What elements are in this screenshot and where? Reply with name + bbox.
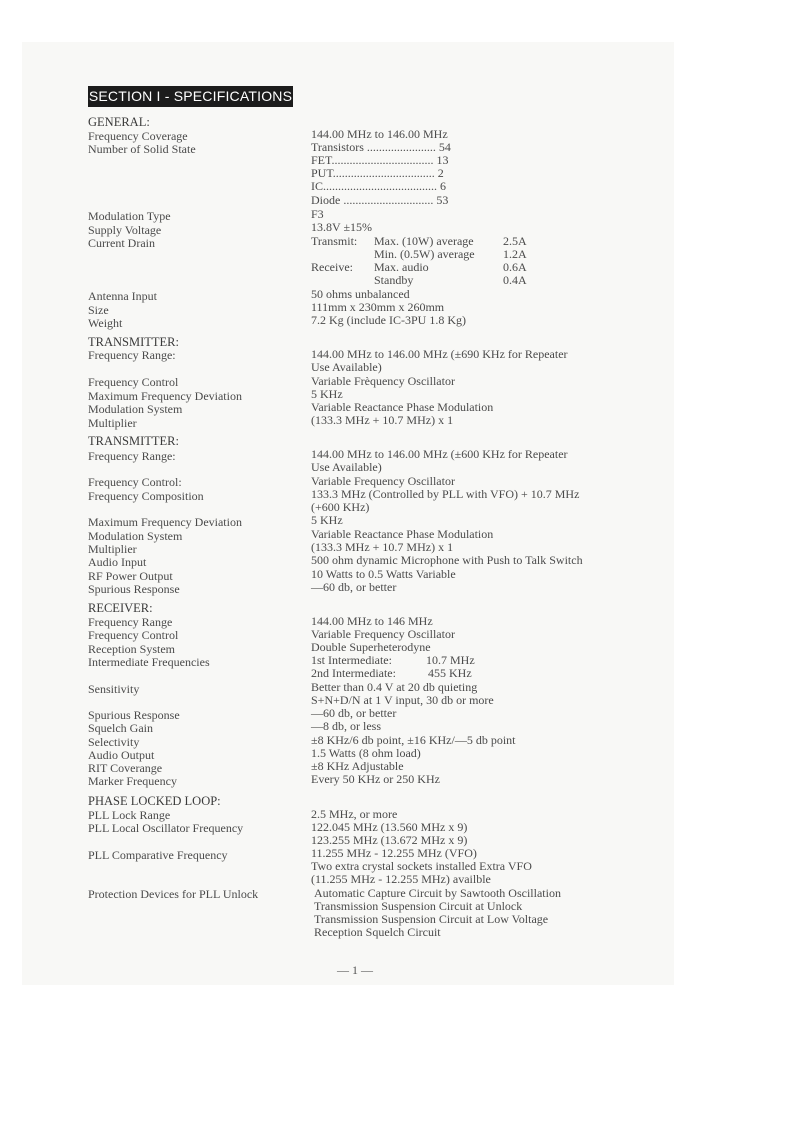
rx-if1-label: 1st Intermediate: — [311, 653, 392, 667]
tx1-control-label: Frequency Control — [88, 375, 179, 389]
pll-protection-value-3: Transmission Suspension Circuit at Low Voltage — [314, 912, 549, 926]
rx-sensitivity-label: Sensitivity — [88, 682, 140, 696]
tx1-multiplier-label: Multiplier — [88, 416, 137, 430]
pll-protection-value-4: Reception Squelch Circuit — [314, 925, 441, 939]
rx-rit-value: ±8 KHz Adjustable — [311, 759, 404, 773]
tx1-system-value: Variable Reactance Phase Modulation — [311, 400, 494, 414]
drain-receive-max-value: 0.6A — [503, 260, 527, 274]
size-value: 111mm x 230mm x 260mm — [311, 300, 445, 314]
weight-label: Weight — [88, 316, 123, 330]
rx-reception-label: Reception System — [88, 642, 175, 656]
antenna-label: Antenna Input — [88, 289, 157, 303]
tx2-multiplier-value: (133.3 MHz + 10.7 MHz) x 1 — [311, 540, 454, 554]
transmitter2-heading: TRANSMITTER: — [88, 434, 179, 448]
tx1-multiplier-value: (133.3 MHz + 10.7 MHz) x 1 — [311, 413, 454, 427]
pll-lock-value: 2.5 MHz, or more — [311, 807, 398, 821]
rx-if2-value: 455 KHz — [428, 666, 472, 680]
tx2-audio-value: 500 ohm dynamic Microphone with Push to Talk Switch — [311, 553, 583, 567]
rx-squelch-value: —8 db, or less — [311, 719, 381, 733]
tx2-composition-value: 133.3 MHz (Controlled by PLL with VFO) + 10.7 MHz — [311, 487, 580, 501]
tx1-range-label: Frequency Range: — [88, 348, 176, 362]
drain-transmit-max: Max. (10W) average — [374, 234, 474, 248]
tx2-spurious-value: —60 db, or better — [311, 580, 397, 594]
tx2-range-label: Frequency Range: — [88, 449, 176, 463]
rx-range-label: Frequency Range — [88, 615, 173, 629]
pll-protection-value-1: Automatic Capture Circuit by Sawtooth Oscillation — [314, 886, 561, 900]
antenna-value: 50 ohms unbalanced — [311, 287, 410, 301]
modulation-type-label: Modulation Type — [88, 209, 171, 223]
pll-protection-label: Protection Devices for PLL Unlock — [88, 887, 259, 901]
freq-coverage-label: Frequency Coverage — [88, 129, 188, 143]
weight-value: 7.2 Kg (include IC-3PU 1.8 Kg) — [311, 313, 466, 327]
tx2-control-value: Variable Frequency Oscillator — [311, 474, 455, 488]
current-drain-label: Current Drain — [88, 236, 155, 250]
pll-comp-value-2: Two extra crystal sockets installed Extra VFO — [311, 859, 532, 873]
pll-comp-value: 11.255 MHz - 12.255 MHz (VFO) — [311, 846, 477, 860]
rx-marker-value: Every 50 KHz or 250 KHz — [311, 772, 440, 786]
solid-state-label: Number of Solid State — [88, 142, 196, 156]
pll-comp-label: PLL Comparative Frequency — [88, 848, 228, 862]
drain-receive-max: Max. audio — [374, 260, 429, 274]
page-number: — 1 — — [337, 963, 373, 977]
tx1-control-value: Variable Frèquency Oscillator — [311, 374, 455, 388]
rx-spurious-value: —60 db, or better — [311, 706, 397, 720]
modulation-type-value: F3 — [311, 207, 324, 221]
drain-transmit-min: Min. (0.5W) average — [374, 247, 475, 261]
tx2-control-label: Frequency Control: — [88, 475, 182, 489]
tx2-rf-label: RF Power Output — [88, 569, 173, 583]
rx-audio-value: 1.5 Watts (8 ohm load) — [311, 746, 421, 760]
rx-rit-label: RIT Coverange — [88, 761, 163, 775]
tx2-system-value: Variable Reactance Phase Modulation — [311, 527, 494, 541]
tx2-rf-value: 10 Watts to 0.5 Watts Variable — [311, 567, 456, 581]
tx2-range-value-cont: Use Available) — [311, 460, 382, 474]
rx-control-value: Variable Frequency Oscillator — [311, 627, 455, 641]
tx1-deviation-label: Maximum Frequency Deviation — [88, 389, 242, 403]
supply-voltage-label: Supply Voltage — [88, 223, 162, 237]
receiver-heading: RECEIVER: — [88, 601, 153, 615]
tx2-deviation-label: Maximum Frequency Deviation — [88, 515, 242, 529]
tx2-audio-label: Audio Input — [88, 555, 147, 569]
rx-reception-value: Double Superheterodyne — [311, 640, 431, 654]
general-heading: GENERAL: — [88, 115, 150, 129]
drain-receive-label: Receive: — [311, 260, 353, 274]
pll-local-value-cont: 123.255 MHz (13.672 MHz x 9) — [311, 833, 468, 847]
drain-transmit-min-value: 1.2A — [503, 247, 527, 261]
pll-protection-value-2: Transmission Suspension Circuit at Unlock — [314, 899, 523, 913]
pll-heading: PHASE LOCKED LOOP: — [88, 794, 221, 808]
rx-if-label: Intermediate Frequencies — [88, 655, 210, 669]
rx-marker-label: Marker Frequency — [88, 774, 177, 788]
rx-sensitivity-value: Better than 0.4 V at 20 db quieting — [311, 680, 478, 694]
tx1-deviation-value: 5 KHz — [311, 387, 343, 401]
transmitter-heading: TRANSMITTER: — [88, 335, 179, 349]
rx-if2-label: 2nd Intermediate: — [311, 666, 396, 680]
rx-spurious-label: Spurious Response — [88, 708, 180, 722]
rx-squelch-label: Squelch Gain — [88, 721, 153, 735]
ic-value: IC...................................... 6 — [311, 179, 446, 193]
tx2-spurious-label: Spurious Response — [88, 582, 180, 596]
pll-comp-value-3: (11.255 MHz - 12.255 MHz) availble — [311, 872, 491, 886]
tx2-composition-value-cont: (+600 KHz) — [311, 500, 370, 514]
transistors-value: Transistors ....................... 54 — [311, 140, 451, 154]
drain-transmit-max-value: 2.5A — [503, 234, 527, 248]
tx2-multiplier-label: Multiplier — [88, 542, 137, 556]
rx-selectivity-value: ±8 KHz/6 db point, ±16 KHz/—5 db point — [311, 733, 516, 747]
section-title: SECTION I - SPECIFICATIONS — [88, 86, 293, 107]
fet-value: FET.................................. 13 — [311, 153, 449, 167]
drain-transmit-label: Transmit: — [311, 234, 358, 248]
rx-control-label: Frequency Control — [88, 628, 179, 642]
diode-value: Diode .............................. 53 — [311, 193, 449, 207]
put-value: PUT.................................. 2 — [311, 166, 444, 180]
rx-selectivity-label: Selectivity — [88, 735, 140, 749]
rx-range-value: 144.00 MHz to 146 MHz — [311, 614, 433, 628]
tx1-range-value: 144.00 MHz to 146.00 MHz (±690 KHz for Repeater — [311, 347, 568, 361]
rx-audio-label: Audio Output — [88, 748, 155, 762]
drain-standby-value: 0.4A — [503, 273, 527, 287]
freq-coverage-value: 144.00 MHz to 146.00 MHz — [311, 127, 448, 141]
tx2-range-value: 144.00 MHz to 146.00 MHz (±600 KHz for Repeater — [311, 447, 568, 461]
tx1-range-value-cont: Use Available) — [311, 360, 382, 374]
tx2-composition-label: Frequency Composition — [88, 489, 204, 503]
tx2-system-label: Modulation System — [88, 529, 183, 543]
tx1-system-label: Modulation System — [88, 402, 183, 416]
size-label: Size — [88, 303, 109, 317]
pll-local-value: 122.045 MHz (13.560 MHz x 9) — [311, 820, 468, 834]
rx-if1-value: 10.7 MHz — [426, 653, 475, 667]
pll-local-label: PLL Local Oscillator Frequency — [88, 821, 244, 835]
tx2-deviation-value: 5 KHz — [311, 513, 343, 527]
drain-standby: Standby — [374, 273, 414, 287]
pll-lock-label: PLL Lock Range — [88, 808, 171, 822]
rx-sensitivity-value-cont: S+N+D/N at 1 V input, 30 db or more — [311, 693, 494, 707]
supply-voltage-value: 13.8V ±15% — [311, 220, 373, 234]
